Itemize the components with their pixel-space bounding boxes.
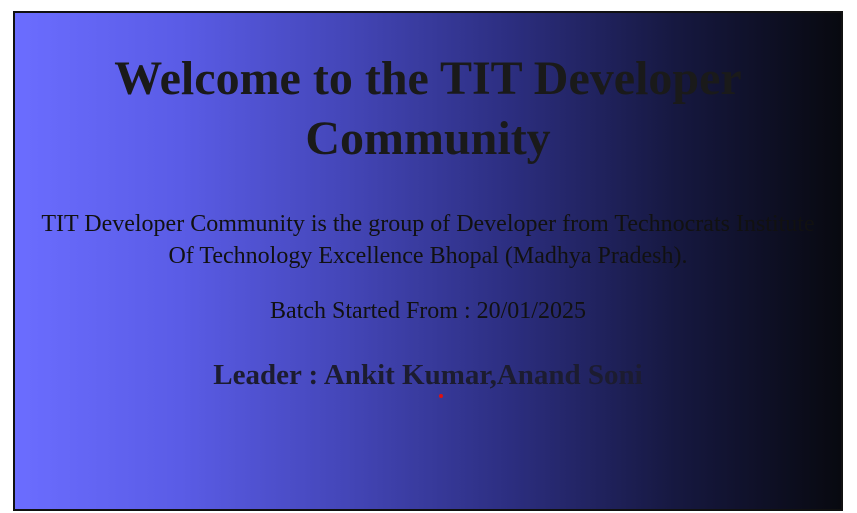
batch-start-date: Batch Started From : 20/01/2025 bbox=[270, 298, 586, 324]
welcome-panel bbox=[13, 11, 843, 511]
community-description: TIT Developer Community is the group of Developer from Technocrats Institute Of Technology Excellence Bhopal (Madhya Pradesh). bbox=[41, 211, 815, 269]
mouse-cursor-indicator bbox=[439, 394, 443, 398]
leader-names: Leader : Ankit Kumar,Anand Soni bbox=[213, 359, 643, 391]
page-title: Welcome to the TIT Developer Community bbox=[114, 52, 742, 165]
